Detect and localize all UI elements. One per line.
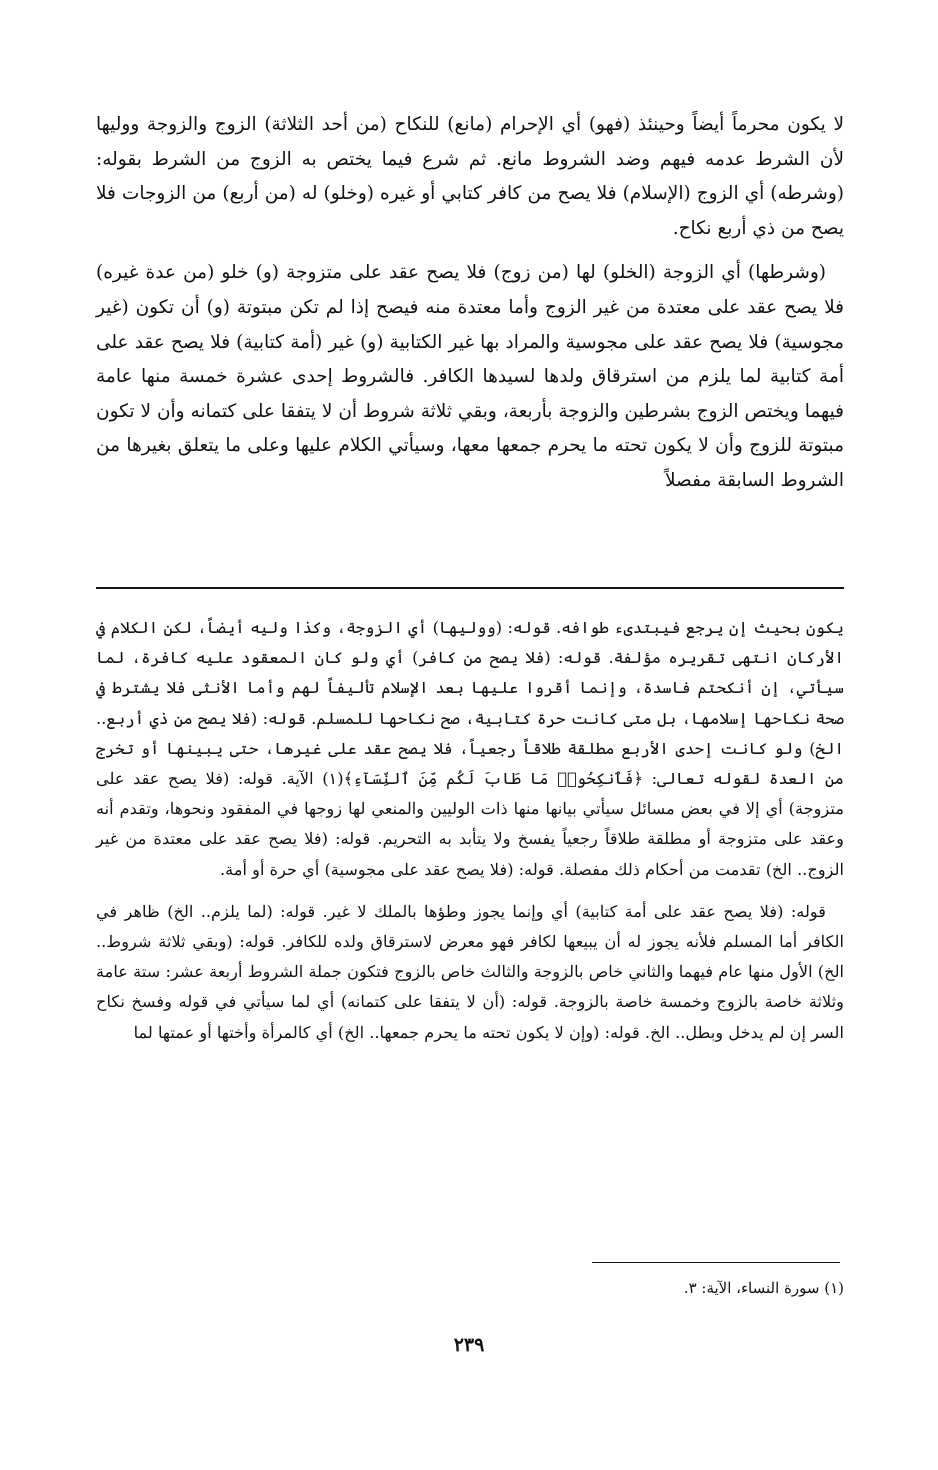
commentary-block <box>96 613 844 1048</box>
main-text-block <box>96 108 844 499</box>
commentary-paragraph-1: يكون بحيث إن يرجع فيبتدىء طوافه. قوله: (ووليها) أي الزوجة، وكذا وليه أيضاً، لكن الكلام في الأركان انتهى تقريره مؤلفة. قوله: (فلا يصح من كافر) أي ولو كان المعقود عليه كافرة، لما سيأتي، إن أنكحتم فاسدة، وإنما أقروا عليها بعد الإسلام تأليفاً لهم وأما الأنثى فلا يشترط في صحة نكاحها إسلامها، بل متى كانت حرة كتابية، صح نكاحها للمسلم. قوله: (فلا يصح من ذي أربع.. الخ) ولو كانت إحدى الأربع مطلقة طلاقاً رجعياً، فلا يصح عقد على غيرها، حتى يبينها أو تخرج من العدة لقوله تعالى: ﴿فَٱنكِحُوا۟ مَا طَابَ لَكُم مِّنَ ٱلنِّسَآءِ﴾(١) الآية. قوله: (فلا يصح عقد على متزوجة) أي إلا في بعض مسائل سيأتي بيانها منها ذات الوليين والمنعي لها زوجها في المفقود ونحوها، وتقدم أنه وعقد على متزوجة أو مطلقة طلاقاً رجعياً يفسخ ولا يتأبد به التحريم. قوله: (فلا يصح عقد على معتدة من غير الزوج.. الخ) تقدمت من أحكام ذلك مفصلة. قوله: (فلا يصح عقد على مجوسية) أي حرة أو أمة. <box>96 618 844 879</box>
main-text-divider <box>96 587 844 589</box>
main-paragraph-2: (وشرطها) أي الزوجة (الخلو) لها (من زوج) فلا يصح عقد على متزوجة (و) خلو (من عدة غيره) فلا يصح عقد على معتدة من غير الزوج وأما معتدة منه فيصح إذا لم تكن مبتوتة (و) أن تكون (غير مجوسية) فلا يصح عقد على مجوسية والمراد بها غير الكتابية (و) غير (أمة كتابية) فلا يصح عقد على أمة كتابية لما يلزم من استرقاق ولدها لسيدها الكافر. فالشروط إحدى عشرة خمسة منها عامة فيهما ويختص الزوج بشرطين والزوجة بأربعة، وبقي ثلاثة شروط أن لا يتفقا على كتمانه وأن لا تكون مبتوتة للزوج وأن لا يكون تحته ما يحرم جمعها معها، وسيأتي الكلام عليها وعلى ما يتعلق بغيرها من الشروط السابقة مفصلاً <box>96 262 844 491</box>
page-number: ٢٣٩ <box>453 1334 485 1356</box>
commentary-paragraph-2: قوله: (فلا يصح عقد على أمة كتابية) أي وإنما يجوز وطؤها بالملك لا غير. قوله: (لما يلزم.. الخ) ظاهر في الكافر أما المسلم فلأنه يجوز له أن يبيعها لكافر فهو معرض لاسترقاق ولده للكافر. قوله: (وبقي ثلاثة شروط.. الخ) الأول منها عام فيهما والثاني خاص بالزوجة والثالث خاص بالزوج فتكون جملة الشروط أربعة عشر: ستة عامة وثلاثة خاصة بالزوج وخمسة خاصة بالزوجة. قوله: (أن لا يتفقا على كتمانه) أي لما سيأتي في قوله وفسخ نكاح السر إن لم يدخل وبطل.. الخ. قوله: (وإن لا يكون تحته ما يحرم جمعها.. الخ) أي كالمرأة وأختها أو عمتها لما <box>96 901 844 1042</box>
footnote-divider <box>592 1262 840 1263</box>
footnote: (١) سورة النساء، الآية: ٣. <box>683 1279 844 1297</box>
main-paragraph-1: لا يكون محرماً أيضاً وحينئذ (فهو) أي الإحرام (مانع) للنكاح (من أحد الثلاثة) الزوج والزوجة ووليها لأن الشرط عدمه فيهم وضد الشروط مانع. ثم شرع فيما يختص به الزوج من الشرط بقوله: (وشرطه) أي الزوج (الإسلام) فلا يصح من كافر كتابي أو غيره (وخلو) له (من أربع) من الزوجات فلا يصح من ذي أربع نكاح. <box>96 114 844 239</box>
